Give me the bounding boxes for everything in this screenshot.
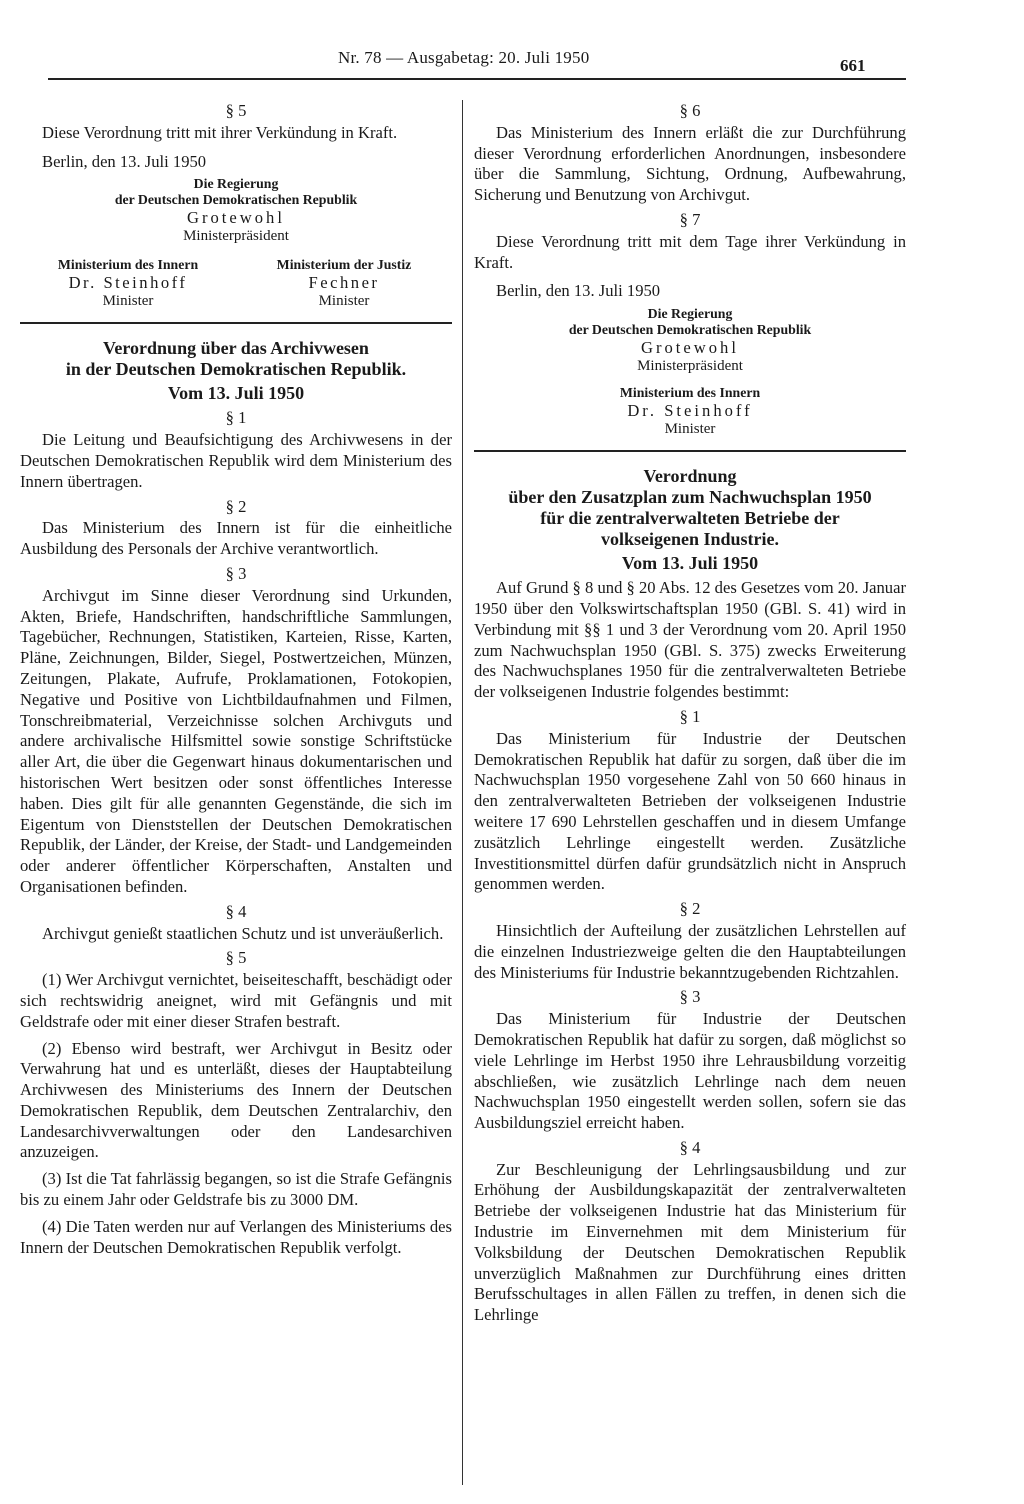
signatory-name: Fechner: [308, 273, 380, 293]
signature-block: [236, 257, 452, 310]
header-rule: [48, 78, 906, 80]
minister-signatures: [20, 257, 452, 310]
section-text: Archivgut genießt staatlichen Schutz und ist unveräußerlich.: [42, 923, 444, 943]
decree-title: über den Zusatzplan zum Nachwuchsplan 1950: [508, 487, 872, 508]
section-paragraph: (3) Ist die Tat fahrlässig begangen, so ist die Strafe Gefängnis bis zu einem Jahr oder Geldstrafe bis zu 3000 DM.: [20, 1169, 452, 1210]
government-line: der Deutschen Demokratischen Republik: [568, 322, 812, 338]
section-sign: § 5: [225, 948, 247, 968]
place-date: Berlin, den 13. Juli 1950: [496, 281, 661, 301]
left-column: [20, 97, 452, 1258]
ministry-name: Ministerium des Innern: [619, 385, 761, 401]
signatory-role: Ministerpräsident: [637, 358, 743, 375]
signature-block: [20, 257, 236, 310]
section-sign: § 4: [225, 901, 247, 921]
section-text: Das Ministerium für Industrie der Deutschen Demokratischen Republik hat dafür zu sorgen, daß möglichst so viele Lehrlinge im Herbst 1950 ihre Lehrausbildung vorzeitig abschließen, wie zusätzlich Lehrlinge nach dem neuen Nachwuchsplan 1950 eingestellt werden sollen, sofern sie das Ausbildungsziel erreicht haben.: [474, 1009, 906, 1133]
decree-title: Verordnung: [643, 466, 737, 487]
decree-title: für die zentralverwalteten Betriebe der: [540, 508, 840, 529]
section-sign: § 2: [225, 496, 247, 516]
section-sign: § 3: [679, 987, 701, 1007]
column-divider: [462, 100, 463, 1485]
signatory-name: Dr. Steinhoff: [627, 401, 753, 421]
signatory-role: Minister: [102, 293, 154, 310]
government-line: der Deutschen Demokratischen Republik: [114, 192, 358, 208]
signatory-role: Minister: [318, 293, 370, 310]
signatory-role: Minister: [664, 421, 716, 438]
section-text: Das Ministerium für Industrie der Deutschen Demokratischen Republik hat dafür zu sorgen, daß über die im Nachwuchsplan 1950 vorgesehene Zahl von 50 660 hinaus in den zentralverwalteten Betrieben der volkseigenen Industrie weitere 17 690 Lehrstellen geschaffen und in diesem Umfange zusätzlich Lehrlinge eingestellt werden. Zusätzliche Investitionsmittel dürfen dafür grundsätzlich nicht in Anspruch genommen werden.: [474, 728, 906, 894]
decree-title: Verordnung über das Archivwesen: [103, 338, 369, 359]
signatory-name: Dr. Steinhoff: [68, 273, 188, 293]
section-text: Diese Verordnung tritt mit ihrer Verkündung in Kraft.: [42, 122, 398, 142]
section-sign: § 4: [679, 1137, 701, 1157]
section-text: Das Ministerium des Innern erläßt die zur Durchführung dieser Verordnung erforderlichen Anordnungen, insbesondere über die Sammlung, Sichtung, Ordnung, Aufbewahrung, Sicherung und Benutzung von Archivgut.: [474, 122, 906, 205]
section-text: Zur Beschleunigung der Lehrlingsausbildung und zur Erhöhung der Ausbildungskapazität der zentralverwalteten Betriebe der volkseigenen Industrie hat das Ministerium für Industrie im Einvernehmen mit dem Ministerium für Volksbildung der Deutschen Demokratischen Republik unverzüglich Maßnahmen zur Durchführung eines dritten Berufsschultages in allen Fällen zu treffen, in denen sich die Lehrlinge: [474, 1159, 906, 1325]
page-header: [48, 48, 906, 78]
government-line: Die Regierung: [647, 306, 733, 322]
ministry-name: Ministerium der Justiz: [276, 257, 412, 273]
section-text: Das Ministerium des Innern ist für die einheitliche Ausbildung des Personals der Archive verantwortlich.: [20, 518, 452, 559]
issue-title: Nr. 78 — Ausgabetag: 20. Juli 1950: [338, 48, 590, 67]
page-number: 661: [840, 56, 866, 75]
section-sign: § 5: [225, 101, 247, 120]
section-sign: § 1: [679, 706, 701, 726]
ministry-name: Ministerium des Innern: [57, 257, 199, 273]
section-sign: § 6: [679, 101, 701, 120]
government-line: Die Regierung: [193, 176, 279, 192]
section-paragraph: (1) Wer Archivgut vernichtet, beiseiteschafft, beschädigt oder sich rechtswidrig aneignet, wird mit Gefängnis und mit Geldstrafe oder mit einer dieser Strafen bestraft.: [20, 970, 452, 1031]
signatory-name: Grotewohl: [187, 208, 285, 228]
section-sign: § 2: [679, 899, 701, 919]
section-paragraph: (2) Ebenso wird bestraft, wer Archivgut in Besitz oder Verwahrung hat und es unterläßt, dieses der Hauptabteilung Archivwesen des Ministeriums des Innern der Deutschen Demokratischen Republik, dem Deutschen Zentralarchiv, den Landesarchivverwaltungen oder den Landesarchiven anzuzeigen.: [20, 1038, 452, 1162]
section-rule: [474, 450, 906, 452]
preamble-text: Auf Grund § 8 und § 20 Abs. 12 des Gesetzes vom 20. Januar 1950 über den Volkswirtschaftsplan 1950 (GBl. S. 41) wird in Verbindung mit §§ 1 und 3 der Verordnung vom 20. April 1950 zum Nachwuchsplan 1950 (GBl. S. 375) zwecks Erweiterung des Nachwuchsplanes 1950 für die zentralverwalteten Betriebe der volkseigenen Industrie folgendes bestimmt:: [474, 578, 906, 702]
decree-date: Vom 13. Juli 1950: [621, 553, 759, 574]
section-text: Hinsichtlich der Aufteilung der zusätzlichen Lehrstellen auf die einzelnen Industriezweige gelten die den Hauptabteilungen des Ministeriums für Industrie bekanntzugebenden Richtzahlen.: [474, 920, 906, 982]
right-column: [474, 97, 906, 1326]
section-paragraph: (4) Die Taten werden nur auf Verlangen des Ministeriums des Innern der Deutschen Demokratischen Republik verfolgt.: [20, 1216, 452, 1257]
section-sign: § 3: [225, 563, 247, 583]
section-text: Die Leitung und Beaufsichtigung des Archivwesens in der Deutschen Demokratischen Republik wird dem Ministerium des Innern übertragen.: [20, 430, 452, 491]
section-text: Archivgut im Sinne dieser Verordnung sind Urkunden, Akten, Briefe, Handschriften, handschriftliche Sammlungen, Tagebücher, Rechnungen, Statistiken, Karteien, Risse, Karten, Pläne, Zeichnungen, Bilder, Siegel, Postwertzeichen, Münzen, Zeitungen, Plakate, Aufrufe, Proklamationen, Fotokopien, Negative und Positive von Lichtbildaufnahmen und Filmen, Tonschreibmaterial, Verzeichnisse solchen Archivguts und andere archivalische Hilfsmittel sowie sonstige Schriftstücke aller Art, die über die Gegenwart hinaus dokumentarischen und historischen Wert besitzen oder sonst öffentliches Interesse haben. Dies gilt für alle genannten Gegenstände, die sich im Eigentum von Dienststellen der Deutschen Demokratischen Republik, der Länder, der Kreise, der Stadt- und Landgemeinden oder anderer öffentlicher Körperschaften, Anstalten und Organisationen befinden.: [20, 585, 452, 896]
section-sign: § 1: [225, 408, 247, 428]
section-text: Diese Verordnung tritt mit dem Tage ihrer Verkündung in Kraft.: [474, 231, 906, 272]
decree-date: Vom 13. Juli 1950: [167, 383, 305, 404]
decree-title: in der Deutschen Demokratischen Republik.: [65, 359, 407, 380]
signatory-name: Grotewohl: [641, 338, 739, 358]
section-sign: § 7: [679, 209, 701, 229]
place-date: Berlin, den 13. Juli 1950: [42, 151, 207, 171]
signatory-role: Ministerpräsident: [183, 228, 289, 245]
section-rule: [20, 322, 452, 324]
decree-title: volkseigenen Industrie.: [600, 529, 780, 550]
